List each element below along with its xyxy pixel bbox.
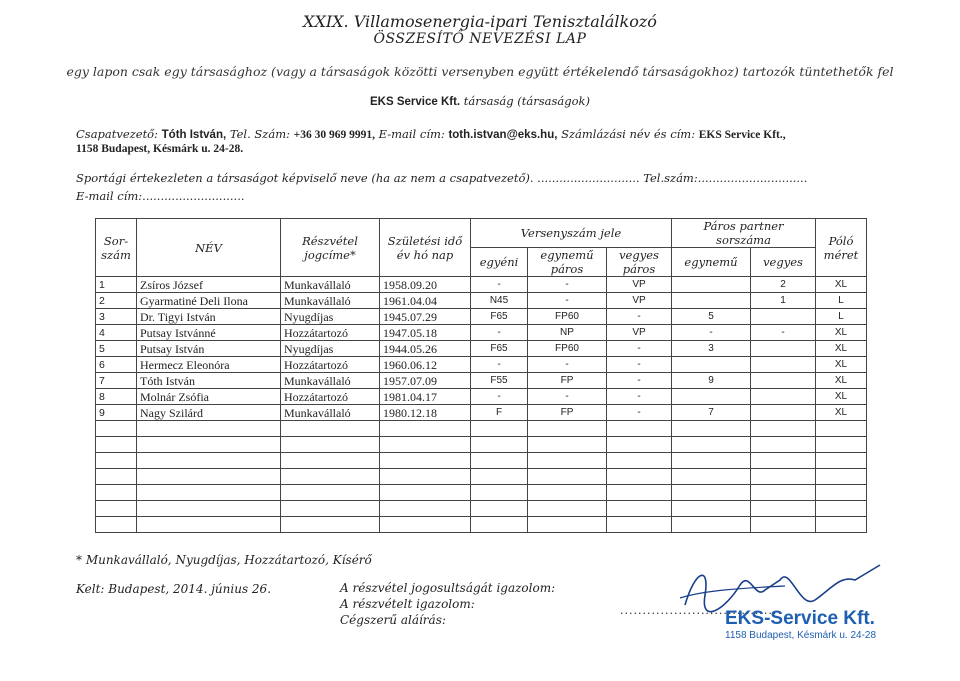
empty-row <box>96 485 867 501</box>
billing-address: 1158 Budapest, Késmárk u. 24-28. <box>76 143 244 155</box>
cell-p-mixed <box>751 341 816 357</box>
cell-shirt: XL <box>816 389 867 405</box>
cell-shirt: XL <box>816 357 867 373</box>
empty-row <box>96 437 867 453</box>
cell-single: F55 <box>471 373 528 389</box>
cell-birth: 1980.12.18 <box>380 405 471 421</box>
header-basis: Részvétel jogcíme* <box>281 219 380 277</box>
cell-birth: 1960.06.12 <box>380 357 471 373</box>
cell-p-mixed: 1 <box>751 293 816 309</box>
cell-mixed: - <box>607 341 672 357</box>
cell-single: N45 <box>471 293 528 309</box>
header-shirt: Póló méret <box>816 219 867 277</box>
cell-p-same: - <box>672 325 751 341</box>
table-row <box>96 325 867 341</box>
header-mixed-pair: vegyes páros <box>607 248 672 277</box>
cell-basis: Munkavállaló <box>281 277 380 293</box>
footnote: * Munkavállaló, Nyugdíjas, Hozzátartozó, Kísérő <box>76 553 372 567</box>
cell-mixed: VP <box>607 277 672 293</box>
table-row <box>96 389 867 405</box>
table-row <box>96 405 867 421</box>
header-name: NÉV <box>137 219 281 277</box>
header-birth: Születési idő év hó nap <box>380 219 471 277</box>
table-row <box>96 309 867 325</box>
stamp-address: 1158 Budapest, Késmárk u. 24-28 <box>725 630 877 641</box>
cell-name: Putsay Istvánné <box>137 325 281 341</box>
phone-value: +36 30 969 9991, <box>293 129 375 141</box>
cell-n: 5 <box>96 341 137 357</box>
cell-p-mixed <box>751 357 816 373</box>
email-label: E-mail cím: <box>378 127 445 141</box>
cell-same: - <box>528 389 607 405</box>
company-name: EKS Service Kft. <box>369 96 461 108</box>
cell-same: FP60 <box>528 309 607 325</box>
cell-p-mixed: - <box>751 325 816 341</box>
header-same-pair: egynemű páros <box>528 248 607 277</box>
cell-same: NP <box>528 325 607 341</box>
cell-mixed: VP <box>607 325 672 341</box>
sport-email-line: E-mail cím:............................ <box>76 189 245 203</box>
company-label: társaság (társaságok) <box>463 94 590 108</box>
entry-table <box>95 218 867 533</box>
signature-dotted-line: ................................... <box>620 604 778 617</box>
cell-n: 8 <box>96 389 137 405</box>
empty-row <box>96 453 867 469</box>
table-row <box>96 357 867 373</box>
cell-birth: 1961.04.04 <box>380 293 471 309</box>
cell-mixed: - <box>607 357 672 373</box>
cell-name: Tóth István <box>137 373 281 389</box>
phone-label: Tel. Szám: <box>229 127 290 141</box>
cell-p-same: 3 <box>672 341 751 357</box>
cell-same: - <box>528 293 607 309</box>
cell-p-same <box>672 293 751 309</box>
cell-p-same <box>672 357 751 373</box>
cell-name: Nagy Szilárd <box>137 405 281 421</box>
cell-same: FP60 <box>528 341 607 357</box>
cell-mixed: - <box>607 405 672 421</box>
cell-birth: 1957.07.09 <box>380 373 471 389</box>
table-header-row <box>96 219 867 248</box>
captain-line <box>76 127 786 141</box>
cell-same: - <box>528 357 607 373</box>
cell-n: 2 <box>96 293 137 309</box>
cell-p-mixed: 2 <box>751 277 816 293</box>
declaration-block <box>340 580 555 628</box>
cell-shirt: L <box>816 293 867 309</box>
cell-name: Zsíros József <box>137 277 281 293</box>
empty-row <box>96 501 867 517</box>
cell-basis: Hozzátartozó <box>281 325 380 341</box>
cell-birth: 1944.05.26 <box>380 341 471 357</box>
cell-mixed: VP <box>607 293 672 309</box>
place-date: Kelt: Budapest, 2014. június 26. <box>76 582 272 596</box>
cell-p-mixed <box>751 405 816 421</box>
header-single: egyéni <box>471 248 528 277</box>
cell-single: F65 <box>471 309 528 325</box>
captain-label: Csapatvezető: <box>76 127 158 141</box>
document-subtitle: ÖSSZESÍTŐ NEVEZÉSI LAP <box>373 31 587 47</box>
cell-p-same <box>672 277 751 293</box>
header-partner-mixed: vegyes <box>751 248 816 277</box>
table-row <box>96 293 867 309</box>
cell-n: 7 <box>96 373 137 389</box>
cell-shirt: L <box>816 309 867 325</box>
cell-name: Dr. Tigyi István <box>137 309 281 325</box>
cell-name: Gyarmatiné Deli Ilona <box>137 293 281 309</box>
cell-basis: Hozzátartozó <box>281 389 380 405</box>
header-events: Versenyszám jele <box>471 219 672 248</box>
company-stamp <box>725 608 876 641</box>
cell-p-same: 7 <box>672 405 751 421</box>
billing-name: EKS Service Kft., <box>698 129 786 141</box>
cell-basis: Hozzátartozó <box>281 357 380 373</box>
cell-single: F65 <box>471 341 528 357</box>
cell-p-same: 5 <box>672 309 751 325</box>
cell-shirt: XL <box>816 341 867 357</box>
captain-name: Tóth István, <box>161 129 227 141</box>
cell-mixed: - <box>607 309 672 325</box>
stamp-name: EKS-Service Kft. <box>725 608 875 629</box>
cell-p-mixed <box>751 373 816 389</box>
cell-p-mixed <box>751 389 816 405</box>
cell-single: - <box>471 325 528 341</box>
cell-single: - <box>471 357 528 373</box>
cell-n: 4 <box>96 325 137 341</box>
cell-n: 9 <box>96 405 137 421</box>
empty-row <box>96 469 867 485</box>
sport-representative-line: Sportági értekezleten a társaságot képviselő neve (ha az nem a csapatvezető). ............................ Tel.szám:.............................. <box>76 171 808 185</box>
cell-basis: Nyugdíjas <box>281 309 380 325</box>
document-title: XXIX. Villamosenergia-ipari Tenisztalálkozó <box>303 12 657 31</box>
cell-basis: Munkavállaló <box>281 293 380 309</box>
cell-shirt: XL <box>816 277 867 293</box>
cell-basis: Nyugdíjas <box>281 341 380 357</box>
table-row <box>96 277 867 293</box>
cell-basis: Munkavállaló <box>281 405 380 421</box>
cell-birth: 1947.05.18 <box>380 325 471 341</box>
cell-single: F <box>471 405 528 421</box>
cell-shirt: XL <box>816 325 867 341</box>
cell-same: - <box>528 277 607 293</box>
declaration-3: Cégszerű aláírás: <box>340 613 446 627</box>
empty-row <box>96 517 867 533</box>
cell-mixed: - <box>607 373 672 389</box>
cell-shirt: XL <box>816 405 867 421</box>
cell-n: 3 <box>96 309 137 325</box>
cell-name: Molnár Zsófia <box>137 389 281 405</box>
cell-n: 1 <box>96 277 137 293</box>
declaration-2: A részvételt igazolom: <box>340 597 475 611</box>
cell-mixed: - <box>607 389 672 405</box>
cell-birth: 1958.09.20 <box>380 277 471 293</box>
email-value: toth.istvan@eks.hu, <box>448 129 558 141</box>
intro-note: egy lapon csak egy társasághoz (vagy a társaságok közötti versenyben együtt értékelendő társaságokhoz) tartozók tüntethetők fel <box>66 64 894 79</box>
cell-single: - <box>471 277 528 293</box>
header-num: Sor-szám <box>96 219 137 277</box>
cell-shirt: XL <box>816 373 867 389</box>
table-row <box>96 341 867 357</box>
empty-row <box>96 421 867 437</box>
cell-birth: 1945.07.29 <box>380 309 471 325</box>
cell-same: FP <box>528 373 607 389</box>
cell-basis: Munkavállaló <box>281 373 380 389</box>
cell-name: Hermecz Eleonóra <box>137 357 281 373</box>
cell-birth: 1981.04.17 <box>380 389 471 405</box>
cell-p-same: 9 <box>672 373 751 389</box>
header-partner: Páros partner sorszáma <box>672 219 816 248</box>
declaration-1: A részvétel jogosultságát igazolom: <box>340 581 556 595</box>
cell-p-mixed <box>751 309 816 325</box>
billing-label: Számlázási név és cím: <box>561 127 696 141</box>
company-line <box>0 94 960 108</box>
cell-single: - <box>471 389 528 405</box>
table-row <box>96 373 867 389</box>
cell-n: 6 <box>96 357 137 373</box>
header-partner-same: egynemű <box>672 248 751 277</box>
cell-p-same <box>672 389 751 405</box>
cell-name: Putsay István <box>137 341 281 357</box>
cell-same: FP <box>528 405 607 421</box>
